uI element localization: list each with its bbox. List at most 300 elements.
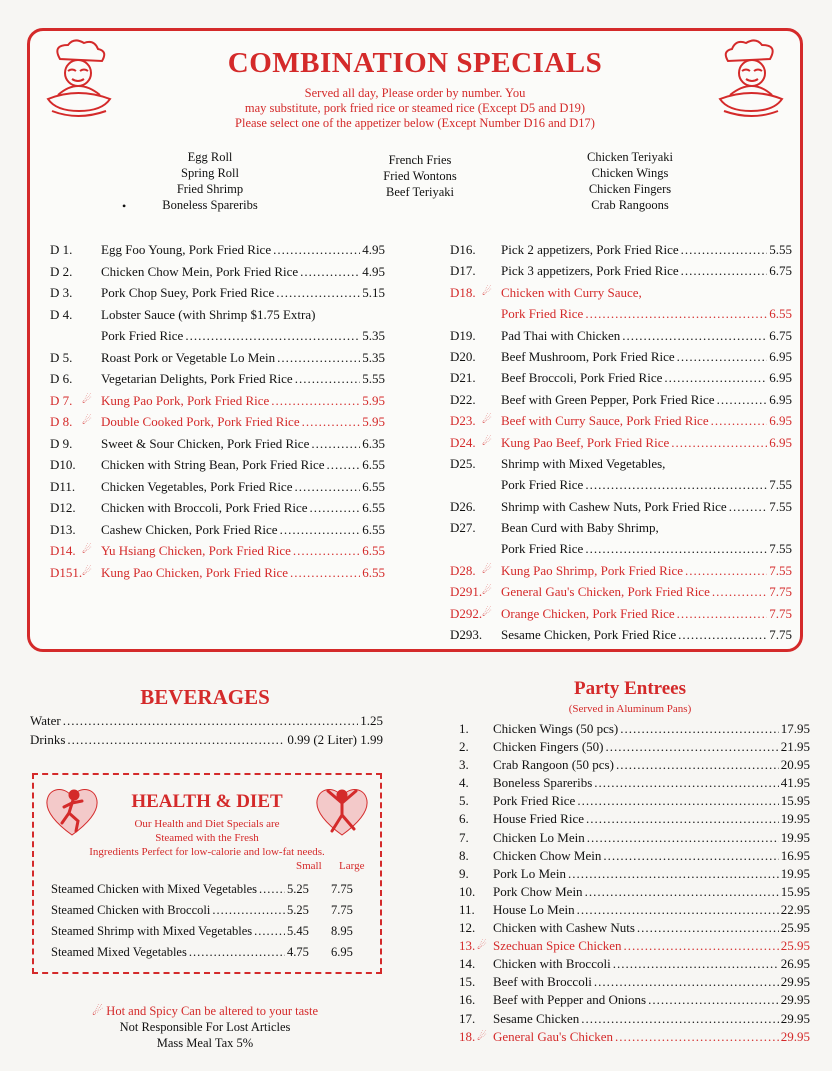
party-item-row xyxy=(455,1010,810,1028)
party-item-number: 15. xyxy=(459,974,476,990)
combination-list-left xyxy=(50,239,385,583)
combo-item-row xyxy=(450,538,792,559)
combo-item-number: D20. xyxy=(450,348,476,364)
appetizer-item: Fried Shrimp xyxy=(176,182,244,196)
combo-item-price: 6.75 xyxy=(769,327,792,343)
bullet-dot-icon: • xyxy=(122,199,127,213)
leader-dots xyxy=(613,955,779,973)
combo-item-row xyxy=(450,410,792,431)
appetizer-item: Crab Rangoons xyxy=(591,198,669,212)
combo-item-desc-wrap xyxy=(501,239,792,260)
combo-item-number: D292. xyxy=(450,605,483,621)
combo-item-row xyxy=(450,624,792,645)
combo-item-price: 4.95 xyxy=(362,242,385,257)
combo-item-desc: Pork Fried Rice xyxy=(501,306,584,322)
party-item-row xyxy=(455,810,810,828)
combination-title: COMBINATION SPECIALS xyxy=(227,47,603,79)
combo-item-desc: Beef Broccoli, Pork Fried Rice xyxy=(501,370,663,386)
party-item-name: Chicken with Broccoli xyxy=(493,956,611,972)
combo-item-price: 7.55 xyxy=(769,498,792,514)
party-item-desc-wrap xyxy=(493,810,810,828)
combo-item-row xyxy=(50,476,385,498)
combo-item-number: D13. xyxy=(50,521,76,537)
party-item-price: 15.95 xyxy=(780,883,810,899)
combo-item-desc: Cashew Chicken, Pork Fried Rice xyxy=(101,521,278,537)
health-item-row xyxy=(51,879,371,900)
health-item-row xyxy=(51,921,371,942)
party-item-number: 12. xyxy=(459,920,476,936)
leader-dots xyxy=(681,260,768,281)
party-item-desc-wrap xyxy=(493,720,810,738)
party-item-price: 16.95 xyxy=(780,847,810,863)
leader-dots xyxy=(671,432,767,453)
combo-item-price: 6.55 xyxy=(769,306,792,322)
combo-item-price: 5.55 xyxy=(769,242,792,257)
party-item-price: 15.95 xyxy=(780,793,810,809)
party-item-row xyxy=(455,756,810,774)
party-item-name: Pork Chow Mein xyxy=(493,883,583,899)
leader-dots xyxy=(295,368,361,390)
combo-item-desc: Sesame Chicken, Pork Fried Rice xyxy=(501,627,677,643)
combo-item-row xyxy=(450,325,792,346)
appetizer-column xyxy=(560,149,700,213)
leader-dots xyxy=(586,810,779,828)
combo-item-desc: Pad Thai with Chicken xyxy=(501,327,621,343)
combo-item-number: D293. xyxy=(450,627,483,643)
combo-item-desc: Egg Foo Young, Pork Fried Rice xyxy=(101,242,272,257)
combo-item-desc-wrap xyxy=(101,390,385,412)
leader-dots xyxy=(664,367,767,388)
party-item-price: 41.95 xyxy=(780,775,810,791)
party-item-name: Crab Rangoon (50 pcs) xyxy=(493,757,614,773)
combo-item-number: D25. xyxy=(450,455,476,471)
party-item-row xyxy=(455,792,810,810)
pepper-icon: ☄︎ xyxy=(482,585,492,598)
combo-item-price: 6.55 xyxy=(362,564,385,580)
pepper-icon: ☄︎ xyxy=(82,565,92,578)
party-item-row xyxy=(455,937,810,955)
leader-dots xyxy=(594,774,778,792)
footer-notes xyxy=(30,1003,380,1051)
pepper-icon: ☄︎ xyxy=(91,1004,104,1018)
party-item-name: House Lo Mein xyxy=(493,901,575,917)
combo-item-desc: Bean Curd with Baby Shrimp, xyxy=(501,520,659,536)
combo-item-desc: Pick 3 appetizers, Pork Fried Rice xyxy=(501,263,679,279)
party-item-price: 17.95 xyxy=(780,721,810,736)
party-item-row xyxy=(455,847,810,865)
party-item-number: 5. xyxy=(459,793,469,809)
beverage-row xyxy=(30,730,383,749)
combo-item-desc-wrap xyxy=(501,303,792,324)
combo-item-desc: Chicken with Broccoli, Pork Fried Rice xyxy=(101,500,308,515)
combo-item-row xyxy=(50,261,385,283)
combo-item-row xyxy=(50,454,385,476)
party-item-name: Pork Fried Rice xyxy=(493,793,576,809)
combo-item-desc: Lobster Sauce (with Shrimp $1.75 Extra) xyxy=(101,306,316,322)
party-item-price: 29.95 xyxy=(780,992,810,1008)
party-item-name: Chicken Fingers (50) xyxy=(493,739,604,755)
appetizer-item: French Fries xyxy=(388,153,452,167)
leader-dots xyxy=(311,433,360,455)
leader-dots xyxy=(648,991,779,1009)
small-price: 5.25 xyxy=(287,903,309,917)
party-item-row xyxy=(455,1028,810,1046)
combo-item-desc-wrap xyxy=(101,347,385,369)
leader-dots xyxy=(681,239,768,260)
combo-item-desc: Kung Pao Pork, Pork Fried Rice xyxy=(101,392,270,408)
leader-dots xyxy=(620,720,779,738)
combo-item-desc-wrap xyxy=(101,368,385,390)
pepper-icon: ☄︎ xyxy=(482,414,492,427)
combo-item-price: 7.75 xyxy=(769,605,792,621)
appetizer-item: Chicken Wings xyxy=(591,166,669,180)
combo-item-desc-wrap xyxy=(501,325,792,346)
combo-item-number: D19. xyxy=(450,327,476,343)
combo-item-row xyxy=(450,517,792,538)
combo-item-desc-wrap xyxy=(101,454,385,476)
combo-item-desc-wrap xyxy=(101,261,385,283)
note-line: may substitute, pork fried rice or steamed rice (Except D5 and D19) xyxy=(244,101,586,115)
beverage-price: 0.99 (2 Liter) 1.99 xyxy=(287,732,383,747)
pepper-icon: ☄︎ xyxy=(482,606,492,619)
leader-dots xyxy=(212,900,285,921)
leader-dots xyxy=(300,261,360,283)
leader-dots xyxy=(276,282,360,304)
party-item-row xyxy=(455,883,810,901)
appetizer-item: Boneless Spareribs xyxy=(162,198,258,212)
appetizer-item: Spring Roll xyxy=(181,166,239,180)
party-item-name: Chicken with Cashew Nuts xyxy=(493,920,635,936)
pepper-icon: ☄︎ xyxy=(482,285,492,298)
leader-dots xyxy=(302,411,361,433)
party-item-number: 6. xyxy=(459,811,469,827)
leader-dots xyxy=(293,540,360,562)
leader-dots xyxy=(594,973,779,991)
combo-item-number: D12. xyxy=(50,500,76,515)
combo-item-price: 6.75 xyxy=(769,263,792,279)
combo-item-price: 6.95 xyxy=(769,413,792,429)
combo-item-price: 4.95 xyxy=(362,263,385,279)
lost-articles-note: Not Responsible For Lost Articles xyxy=(119,1020,291,1034)
party-item-desc-wrap xyxy=(493,1028,810,1046)
party-item-number: 14. xyxy=(459,956,476,972)
leader-dots xyxy=(711,410,768,431)
combo-item-price: 6.55 xyxy=(362,500,385,515)
large-size-label: Large xyxy=(339,860,365,872)
combo-item-row xyxy=(450,282,792,303)
combo-item-desc: Chicken with Curry Sauce, xyxy=(501,284,642,300)
party-item-number: 10. xyxy=(459,883,476,899)
pepper-icon: ☄︎ xyxy=(477,1030,487,1043)
combo-item-row xyxy=(450,367,792,388)
leader-dots xyxy=(585,538,767,559)
combo-item-price: 7.55 xyxy=(769,562,792,578)
leader-dots xyxy=(677,346,768,367)
combo-item-desc-wrap xyxy=(101,519,385,541)
party-item-desc-wrap xyxy=(493,865,810,883)
combo-item-row xyxy=(50,282,385,304)
party-item-row xyxy=(455,774,810,792)
party-item-price: 19.95 xyxy=(780,811,810,827)
combo-item-desc-wrap xyxy=(501,538,792,559)
leader-dots xyxy=(568,865,779,883)
combo-item-desc-wrap xyxy=(501,410,792,431)
combo-item-number: D 3. xyxy=(50,285,73,300)
appetizer-item: Fried Wontons xyxy=(383,169,457,183)
party-item-price: 25.95 xyxy=(780,920,810,936)
party-item-number: 11. xyxy=(459,901,475,917)
leader-dots xyxy=(577,901,779,919)
party-item-price: 25.95 xyxy=(780,938,810,954)
combo-item-desc-wrap xyxy=(101,476,385,498)
combo-item-price: 5.55 xyxy=(362,371,385,386)
party-item-name: Chicken Wings (50 pcs) xyxy=(493,721,619,736)
combo-item-number: D23. xyxy=(450,413,476,429)
leader-dots xyxy=(615,1028,779,1046)
party-item-name: Boneless Spareribs xyxy=(493,775,593,791)
party-item-name: House Fried Rice xyxy=(493,811,584,827)
leader-dots xyxy=(678,624,767,645)
party-item-name: Beef with Pepper and Onions xyxy=(493,992,647,1008)
health-item-name: Steamed Shrimp with Mixed Vegetables xyxy=(51,924,253,938)
party-item-desc-wrap xyxy=(493,738,810,756)
combo-item-number: D28. xyxy=(450,562,476,578)
combo-item-desc: Sweet & Sour Chicken, Pork Fried Rice xyxy=(101,435,310,451)
leader-dots xyxy=(637,919,779,937)
combo-item-desc-wrap xyxy=(501,389,792,410)
combo-item-price: 7.55 xyxy=(769,541,792,557)
beverage-price: 1.25 xyxy=(360,713,383,728)
combo-item-number: D151. xyxy=(50,564,83,580)
combo-item-number: D18. xyxy=(450,284,476,300)
leader-dots xyxy=(624,937,779,955)
note-line: Served all day, Please order by number. You xyxy=(304,86,526,100)
combo-item-number: D22. xyxy=(450,391,476,407)
combo-item-number: D14. xyxy=(50,543,76,558)
large-price: 7.75 xyxy=(331,903,353,917)
party-item-row xyxy=(455,991,810,1009)
health-diet-title: HEALTH & DIET xyxy=(131,791,283,812)
leader-dots xyxy=(254,921,285,942)
combo-item-desc-wrap xyxy=(501,346,792,367)
party-item-row xyxy=(455,829,810,847)
combo-item-desc: Beef with Curry Sauce, Pork Fried Rice xyxy=(501,413,709,429)
appetizer-item: Chicken Fingers xyxy=(588,182,672,196)
leader-dots xyxy=(280,519,361,541)
combo-item-desc: Orange Chicken, Pork Fried Rice xyxy=(501,605,675,621)
party-item-number: 8. xyxy=(459,847,469,863)
party-item-desc-wrap xyxy=(493,937,810,955)
party-item-name: Pork Lo Mein xyxy=(493,865,566,881)
pepper-icon: ☄︎ xyxy=(477,940,487,953)
large-price: 7.75 xyxy=(331,882,353,896)
beverage-name: Drinks xyxy=(30,732,66,747)
combo-item-row xyxy=(50,519,385,541)
party-item-desc-wrap xyxy=(493,829,810,847)
party-item-row xyxy=(455,955,810,973)
leader-dots xyxy=(271,390,360,412)
leader-dots xyxy=(605,738,778,756)
combo-item-desc-wrap xyxy=(101,304,385,326)
combo-item-number: D 6. xyxy=(50,371,73,386)
beverage-name: Water xyxy=(30,713,61,728)
leader-dots xyxy=(185,325,360,347)
combo-item-desc: Kung Pao Shrimp, Pork Fried Rice xyxy=(501,562,683,578)
party-item-number: 17. xyxy=(459,1010,476,1026)
combo-item-desc: Chicken with String Bean, Pork Fried Rice xyxy=(101,457,325,472)
combo-item-desc: Chicken Chow Mein, Pork Fried Rice xyxy=(101,263,299,279)
combo-item-desc: Kung Pao Chicken, Pork Fried Rice xyxy=(101,564,289,580)
combo-item-row xyxy=(450,603,792,624)
party-item-number: 3. xyxy=(459,757,469,773)
pepper-icon: ☄︎ xyxy=(82,393,92,406)
party-item-number: 2. xyxy=(459,739,469,755)
combo-item-desc-wrap xyxy=(101,562,385,584)
party-item-price: 21.95 xyxy=(780,739,810,755)
party-item-number: 13. xyxy=(459,938,476,954)
combo-item-desc-wrap xyxy=(501,496,792,517)
spicy-note xyxy=(30,1003,380,1019)
combo-item-desc-wrap xyxy=(501,560,792,581)
appetizer-item: Egg Roll xyxy=(187,150,233,164)
party-item-desc-wrap xyxy=(493,901,810,919)
combo-item-desc: Roast Pork or Vegetable Lo Mein xyxy=(101,349,276,365)
combo-item-number: D17. xyxy=(450,263,476,279)
combo-item-desc-wrap xyxy=(101,540,385,562)
pepper-icon: ☄︎ xyxy=(82,415,92,427)
combo-item-number: D 4. xyxy=(50,306,73,322)
health-diet-box xyxy=(32,773,382,974)
note-line: Ingredients Perfect for low-calorie and low-fat needs. xyxy=(89,846,325,858)
party-item-price: 19.95 xyxy=(780,865,810,881)
combo-item-price: 6.35 xyxy=(362,435,385,451)
leader-dots xyxy=(685,560,767,581)
combo-item-row xyxy=(50,411,385,433)
leader-dots xyxy=(259,879,285,900)
combo-item-number: D16. xyxy=(450,242,476,257)
combo-item-row xyxy=(450,474,792,495)
leader-dots xyxy=(63,711,359,730)
party-item-row xyxy=(455,901,810,919)
leader-dots xyxy=(327,454,361,476)
party-entrees-list xyxy=(455,720,810,1046)
combo-item-desc: Vegetarian Delights, Pork Fried Rice xyxy=(101,371,293,386)
combo-item-row xyxy=(50,540,385,562)
health-item-row xyxy=(51,900,371,921)
large-price: 6.95 xyxy=(331,945,353,959)
leader-dots xyxy=(587,829,779,847)
party-item-desc-wrap xyxy=(493,991,810,1009)
party-item-name: General Gau's Chicken xyxy=(493,1028,614,1044)
spicy-note-text: Hot and Spicy Can be altered to your taste xyxy=(106,1004,319,1018)
beverages-title: BEVERAGES xyxy=(140,685,270,709)
leader-dots xyxy=(310,497,361,519)
combo-item-price: 6.95 xyxy=(769,434,792,450)
combo-item-price: 5.35 xyxy=(362,349,385,365)
combo-item-row xyxy=(450,346,792,367)
small-size-label: Small xyxy=(296,860,322,872)
combo-item-number: D 2. xyxy=(50,263,73,279)
appetizer-item: Beef Teriyaki xyxy=(386,185,454,199)
combo-item-desc: Pork Fried Rice xyxy=(501,541,584,557)
health-diet-notes xyxy=(34,817,380,859)
leader-dots xyxy=(622,325,767,346)
party-item-name: Szechuan Spice Chicken xyxy=(493,938,622,954)
party-item-price: 19.95 xyxy=(780,829,810,845)
combo-item-desc: Pork Fried Rice xyxy=(101,328,184,343)
party-item-desc-wrap xyxy=(493,973,810,991)
leader-dots xyxy=(603,847,778,865)
combo-item-number: D21. xyxy=(450,370,476,386)
leader-dots xyxy=(290,562,360,584)
small-price: 4.75 xyxy=(287,945,309,959)
combo-item-row xyxy=(450,453,792,474)
combo-item-price: 6.55 xyxy=(362,521,385,537)
party-item-desc-wrap xyxy=(493,774,810,792)
combo-item-desc-wrap xyxy=(101,239,385,261)
combo-item-desc-wrap xyxy=(501,603,792,624)
combo-item-row xyxy=(450,432,792,453)
health-item-name: Steamed Chicken with Mixed Vegetables xyxy=(51,882,257,896)
party-item-price: 29.95 xyxy=(780,1028,810,1044)
beverages-list xyxy=(30,711,383,749)
leader-dots xyxy=(585,474,767,495)
combo-item-row xyxy=(50,433,385,455)
party-item-desc-wrap xyxy=(493,847,810,865)
party-item-row xyxy=(455,720,810,738)
combination-specials-box xyxy=(27,28,803,652)
leader-dots xyxy=(273,239,360,261)
combo-item-number: D11. xyxy=(50,478,76,494)
combo-item-desc: Pork Fried Rice xyxy=(501,477,584,493)
combo-item-desc-wrap xyxy=(101,282,385,304)
party-item-number: 4. xyxy=(459,775,469,791)
tax-note: Mass Meal Tax 5% xyxy=(156,1036,254,1050)
party-item-price: 26.95 xyxy=(780,956,810,972)
leader-dots xyxy=(585,883,779,901)
party-entrees-title: Party Entrees xyxy=(573,678,687,699)
party-item-row xyxy=(455,919,810,937)
party-item-number: 18. xyxy=(459,1028,476,1044)
party-item-row xyxy=(455,738,810,756)
combo-item-row xyxy=(50,497,385,519)
leader-dots xyxy=(294,476,360,498)
combo-item-desc-wrap xyxy=(501,432,792,453)
party-item-price: 29.95 xyxy=(780,1010,810,1026)
combo-item-desc: Beef with Green Pepper, Pork Fried Rice xyxy=(501,391,715,407)
combo-item-desc: Shrimp with Mixed Vegetables, xyxy=(501,455,666,471)
combo-item-number: D27. xyxy=(450,520,476,536)
combo-item-price: 6.95 xyxy=(769,370,792,386)
combo-item-row xyxy=(50,562,385,584)
party-item-price: 20.95 xyxy=(780,757,810,773)
combo-item-row xyxy=(50,325,385,347)
party-item-desc-wrap xyxy=(493,756,810,774)
party-item-price: 22.95 xyxy=(780,901,810,917)
combo-item-desc: Chicken Vegetables, Pork Fried Rice xyxy=(101,478,293,494)
combo-item-price: 7.75 xyxy=(769,627,792,643)
combo-item-desc: Yu Hsiang Chicken, Pork Fried Rice xyxy=(101,543,291,558)
pepper-icon: ☄︎ xyxy=(82,544,92,556)
combo-item-price: 5.35 xyxy=(362,328,385,343)
combo-item-row xyxy=(450,560,792,581)
note-line: Steamed with the Fresh xyxy=(155,832,259,844)
combo-item-number: D 8. xyxy=(50,414,73,429)
leader-dots xyxy=(616,756,779,774)
appetizer-column xyxy=(350,152,490,200)
leader-dots xyxy=(189,942,285,963)
leader-dots xyxy=(717,389,768,410)
